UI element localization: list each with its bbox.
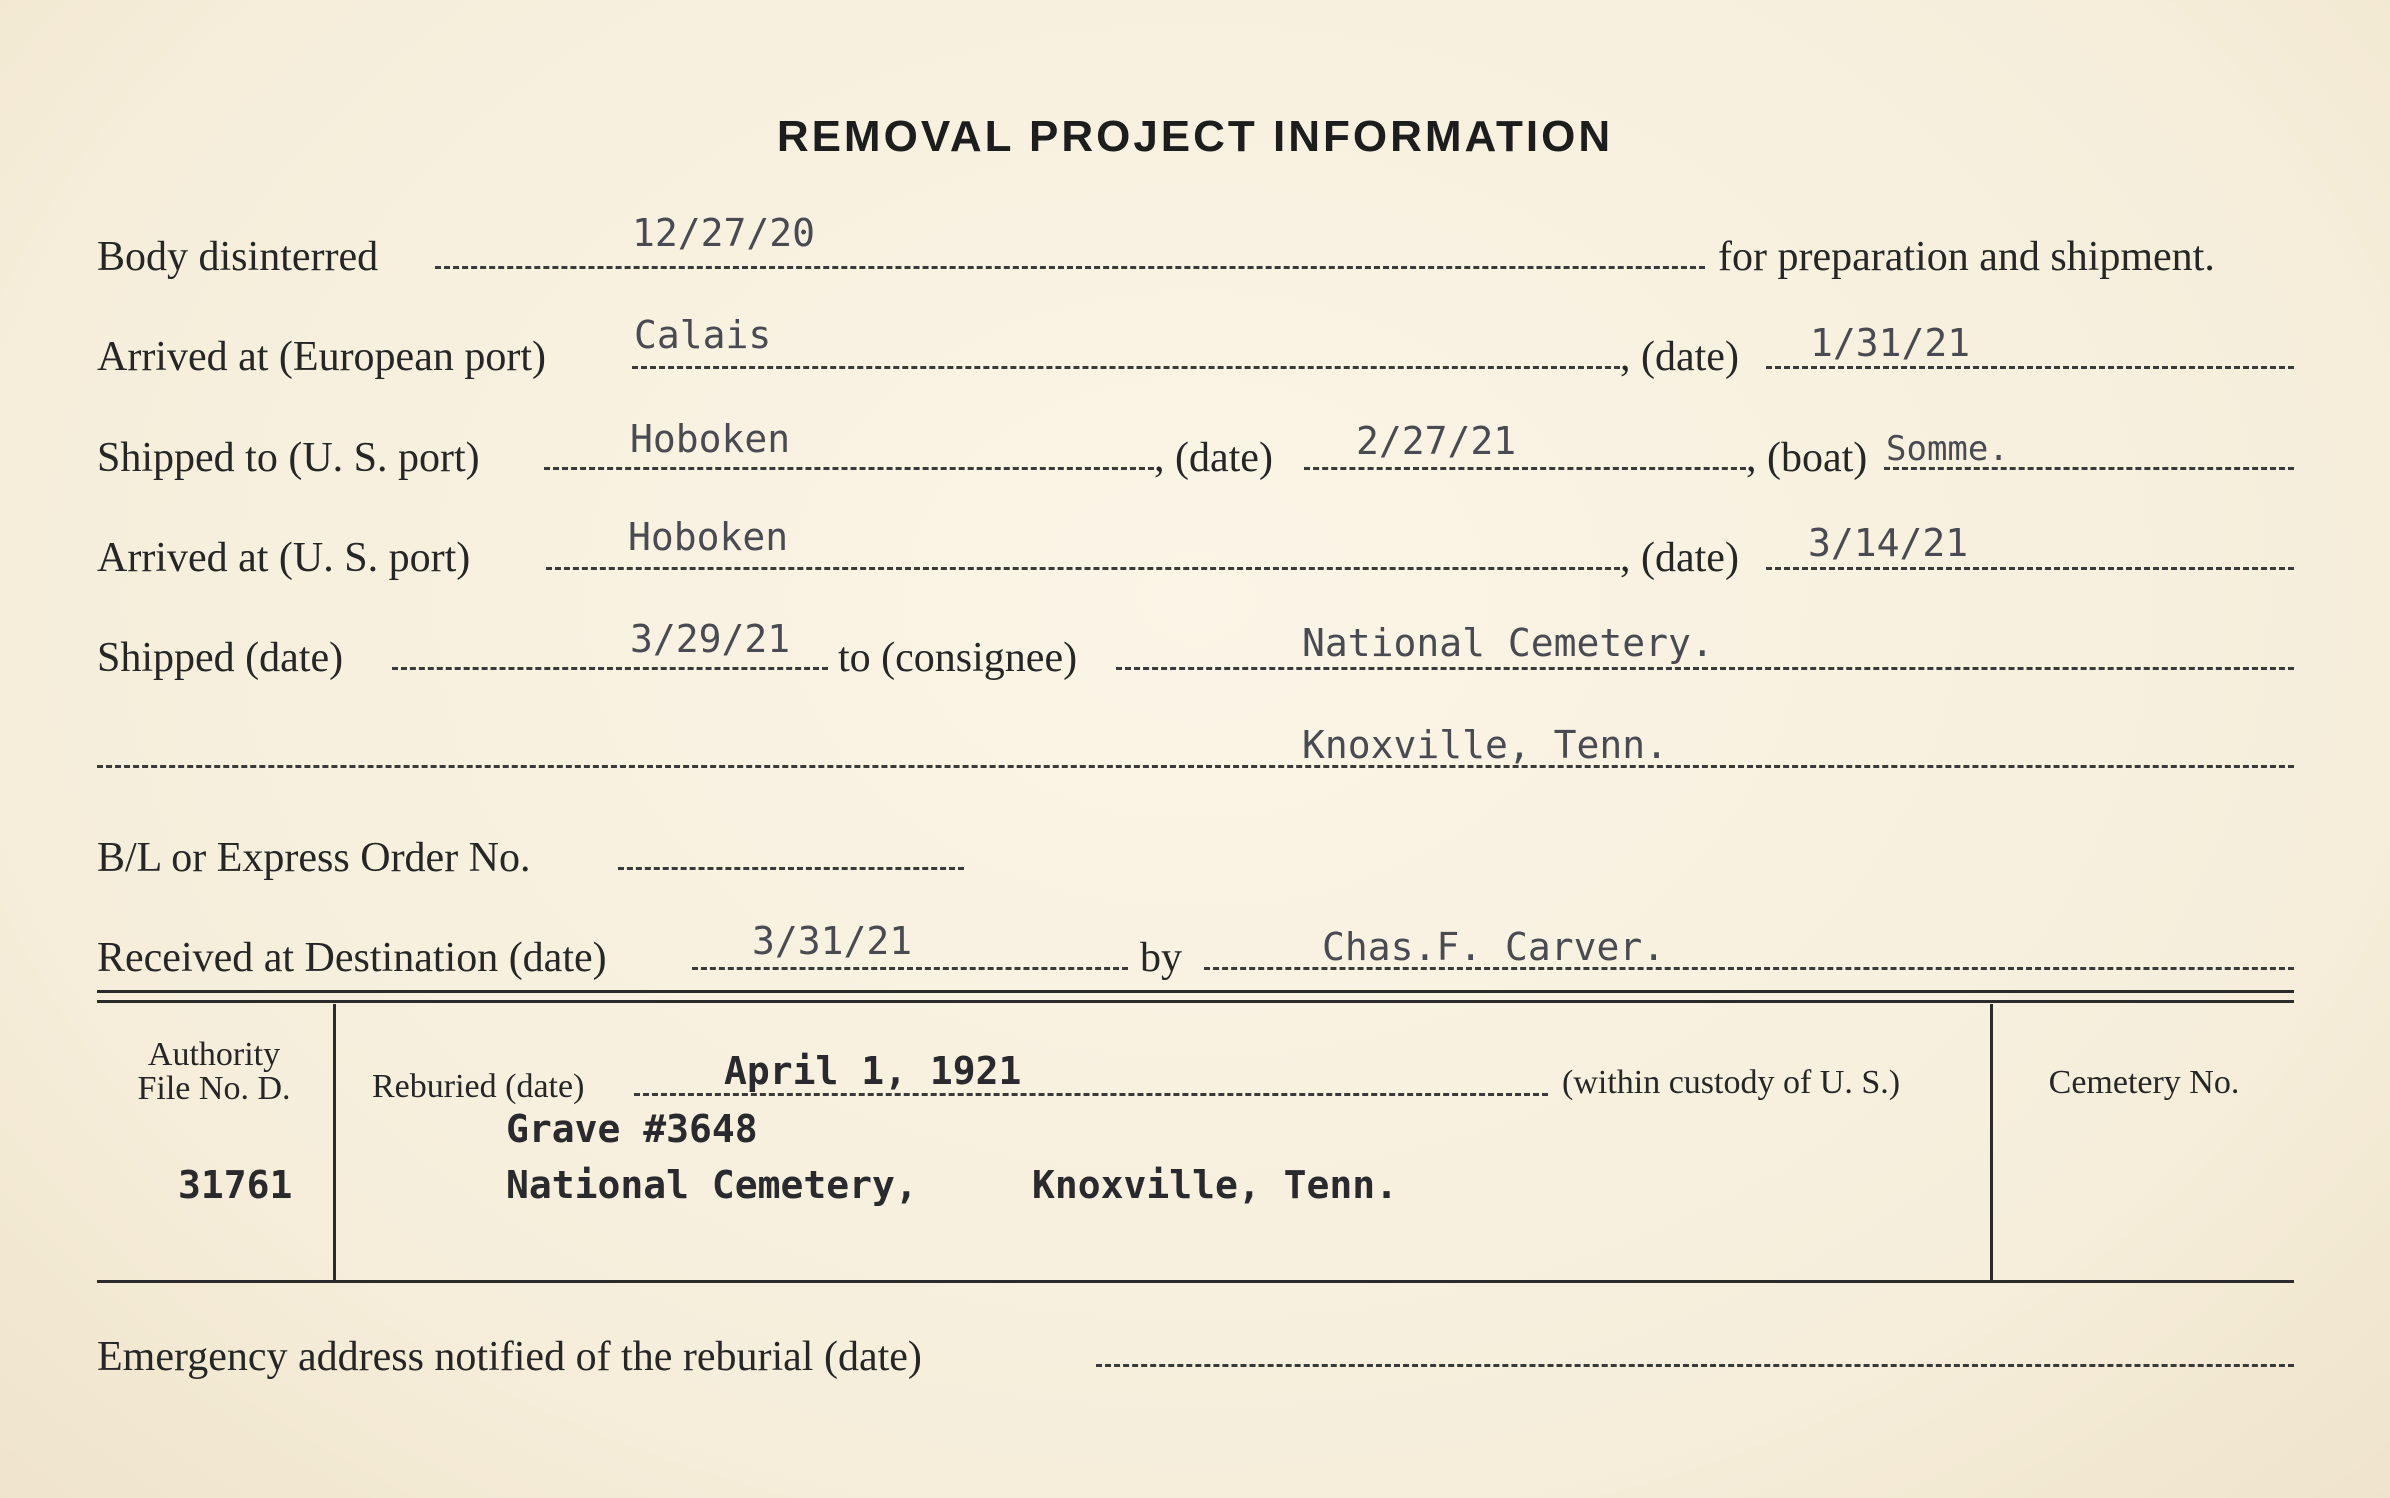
shipped-us-boat-value: Somme. (1886, 429, 2009, 469)
arrived-us-date-label: , (date) (1620, 535, 1739, 581)
body-disinterred-label: Body disinterred (97, 234, 379, 280)
cemetery-no-label: Cemetery No. (2048, 1064, 2240, 1101)
received-destination-label: Received at Destination (date) (97, 935, 607, 981)
reburied-line (634, 1093, 1548, 1096)
shipped-us-boat-label: , (boat) (1746, 435, 1868, 481)
lower-box-bottom-rule (97, 1280, 2294, 1283)
received-destination-line (692, 967, 1128, 970)
shipped-date-line (392, 667, 828, 670)
arrived-european-port-line (632, 366, 1620, 369)
arrived-european-date-line (1766, 366, 2294, 369)
page-title: REMOVAL PROJECT INFORMATION (776, 112, 1614, 161)
shipped-us-date-value: 2/27/21 (1356, 419, 1517, 463)
shipped-us-port-line (544, 467, 1154, 470)
received-by-value: Chas.F. Carver. (1322, 925, 1666, 969)
reburied-label: Reburied (date) (372, 1068, 585, 1105)
emergency-address-label: Emergency address notified of the reburial (date) (97, 1334, 922, 1380)
lower-box-divider-right (1990, 1004, 1993, 1280)
arrived-us-date-value: 3/14/21 (1808, 521, 1969, 565)
shipped-us-date-label: , (date) (1154, 435, 1273, 481)
arrived-us-port-line (546, 567, 1620, 570)
lower-box-divider-left (333, 1004, 336, 1280)
shipped-date-value: 3/29/21 (630, 617, 791, 661)
bl-order-line (618, 867, 964, 870)
consignee-value-2: Knoxville, Tenn. (1302, 723, 1669, 767)
consignee-label: to (consignee) (838, 635, 1078, 681)
arrived-us-port-label: Arrived at (U. S. port) (97, 535, 471, 581)
shipped-date-label: Shipped (date) (97, 635, 344, 681)
authority-label-1: Authority (147, 1036, 281, 1073)
bl-order-label: B/L or Express Order No. (97, 835, 531, 881)
authority-file-value: 31761 (178, 1163, 293, 1207)
reburial-cemetery: National Cemetery, (506, 1163, 918, 1207)
arrived-us-port-value: Hoboken (628, 515, 789, 559)
lower-box-top-rule (97, 990, 2294, 993)
body-disinterred-line (435, 266, 1705, 269)
received-destination-value: 3/31/21 (752, 919, 913, 963)
body-disinterred-value: 12/27/20 (632, 211, 816, 255)
arrived-us-date-line (1766, 567, 2294, 570)
reburial-city: Knoxville, Tenn. (1032, 1163, 1399, 1207)
arrived-european-port-label: Arrived at (European port) (97, 334, 546, 380)
authority-label-2: File No. D. (137, 1070, 291, 1107)
preparation-shipment-label: for preparation and shipment. (1718, 234, 2215, 280)
consignee-line-2 (97, 765, 2294, 768)
grave-number: Grave #3648 (506, 1107, 758, 1151)
arrived-european-port-value: Calais (634, 313, 772, 357)
shipped-us-port-label: Shipped to (U. S. port) (97, 435, 480, 481)
consignee-line-1 (1116, 667, 2294, 670)
reburied-value: April 1, 1921 (724, 1049, 1022, 1093)
custody-label: (within custody of U. S.) (1562, 1064, 1901, 1101)
shipped-us-port-value: Hoboken (630, 417, 791, 461)
arrived-european-date-value: 1/31/21 (1810, 321, 1971, 365)
consignee-value-1: National Cemetery. (1302, 621, 1714, 665)
received-by-label: by (1140, 935, 1182, 981)
emergency-address-line (1096, 1364, 2294, 1367)
shipped-us-date-line (1304, 467, 1746, 470)
arrived-european-date-label: , (date) (1620, 334, 1739, 380)
lower-box-top-rule-2 (97, 1000, 2294, 1003)
